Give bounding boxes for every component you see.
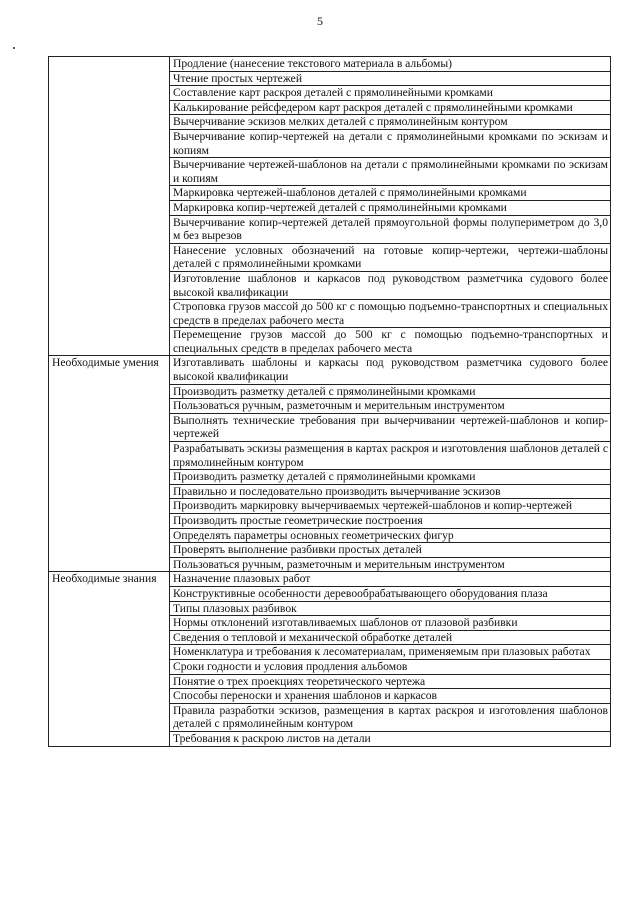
scan-speck	[13, 47, 15, 49]
table-cell-item: Производить разметку деталей с прямолинейными кромками	[170, 470, 611, 485]
table-cell-item: Требования к раскрою листов на детали	[170, 731, 611, 746]
table-cell-item: Способы переноски и хранения шаблонов и каркасов	[170, 689, 611, 704]
table-cell-item: Чтение простых чертежей	[170, 71, 611, 86]
table-cell-item: Правила разработки эскизов, размещения в картах раскроя и изготовления шаблонов деталей с прямолинейным контуром	[170, 703, 611, 731]
table-row	[49, 572, 611, 587]
table-cell-item: Вычерчивание копир-чертежей на детали с прямолинейными кромками по эскизам и копиям	[170, 129, 611, 157]
page-number: 5	[317, 14, 323, 28]
table-body	[49, 57, 611, 747]
table-cell-item: Производить маркировку вычерчиваемых чертежей-шаблонов и копир-чертежей	[170, 499, 611, 514]
section-label	[49, 57, 170, 356]
table-row	[49, 356, 611, 384]
table-cell-item: Конструктивные особенности деревообрабатывающего оборудования плаза	[170, 586, 611, 601]
section-label: Необходимые знания	[49, 572, 170, 746]
table-cell-item: Номенклатура и требования к лесоматериалам, применяемым при плазовых работах	[170, 645, 611, 660]
table-cell-item: Типы плазовых разбивок	[170, 601, 611, 616]
section-label: Необходимые умения	[49, 356, 170, 572]
table-cell-item: Вычерчивание копир-чертежей деталей прямоугольной формы полупериметром до 3,0 м без вырезов	[170, 215, 611, 243]
table-cell-item: Разрабатывать эскизы размещения в картах раскроя и изготовления шаблонов деталей с прямолинейным контуром	[170, 442, 611, 470]
table-cell-item: Правильно и последовательно производить вычерчивание эскизов	[170, 484, 611, 499]
table-cell-item: Составление карт раскроя деталей с прямолинейными кромками	[170, 86, 611, 101]
table-cell-item: Определять параметры основных геометрических фигур	[170, 528, 611, 543]
table-cell-item: Перемещение грузов массой до 500 кг с помощью подъемно-транспортных и специальных средств в пределах рабочего места	[170, 328, 611, 356]
table-cell-item: Проверять выполнение разбивки простых деталей	[170, 543, 611, 558]
table-cell-item: Сроки годности и условия продления альбомов	[170, 659, 611, 674]
table-cell-item: Изготовление шаблонов и каркасов под руководством разметчика судового более высокой квалификации	[170, 271, 611, 299]
table-cell-item: Выполнять технические требования при вычерчивании чертежей-шаблонов и копир-чертежей	[170, 413, 611, 441]
table-cell-item: Пользоваться ручным, разметочным и мерительным инструментом	[170, 399, 611, 414]
table-cell-item: Вычерчивание чертежей-шаблонов на детали с прямолинейными кромками по эскизам и копиям	[170, 158, 611, 186]
table-cell-item: Изготавливать шаблоны и каркасы под руководством разметчика судового более высокой квалификации	[170, 356, 611, 384]
table-cell-item: Производить простые геометрические построения	[170, 514, 611, 529]
qualification-table	[48, 56, 611, 747]
table-cell-item: Понятие о трех проекциях теоретического чертежа	[170, 674, 611, 689]
table-cell-item: Вычерчивание эскизов мелких деталей с прямолинейным контуром	[170, 115, 611, 130]
table-cell-item: Маркировка чертежей-шаблонов деталей с прямолинейными кромками	[170, 186, 611, 201]
table-cell-item: Строповка грузов массой до 500 кг с помощью подъемно-транспортных и специальных средств в пределах рабочего места	[170, 300, 611, 328]
table-cell-item: Калькирование рейсфедером карт раскроя деталей с прямолинейными кромками	[170, 100, 611, 115]
table-cell-item: Продление (нанесение текстового материала в альбомы)	[170, 57, 611, 72]
table-cell-item: Сведения о тепловой и механической обработке деталей	[170, 630, 611, 645]
table-cell-item: Маркировка копир-чертежей деталей с прямолинейными кромками	[170, 200, 611, 215]
table-cell-item: Назначение плазовых работ	[170, 572, 611, 587]
table-cell-item: Нанесение условных обозначений на готовые копир-чертежи, чертежи-шаблоны деталей с прямолинейными кромками	[170, 243, 611, 271]
table-cell-item: Производить разметку деталей с прямолинейными кромками	[170, 384, 611, 399]
table-cell-item: Пользоваться ручным, разметочным и мерительным инструментом	[170, 557, 611, 572]
table-cell-item: Нормы отклонений изготавливаемых шаблонов от плазовой разбивки	[170, 616, 611, 631]
table-row	[49, 57, 611, 72]
